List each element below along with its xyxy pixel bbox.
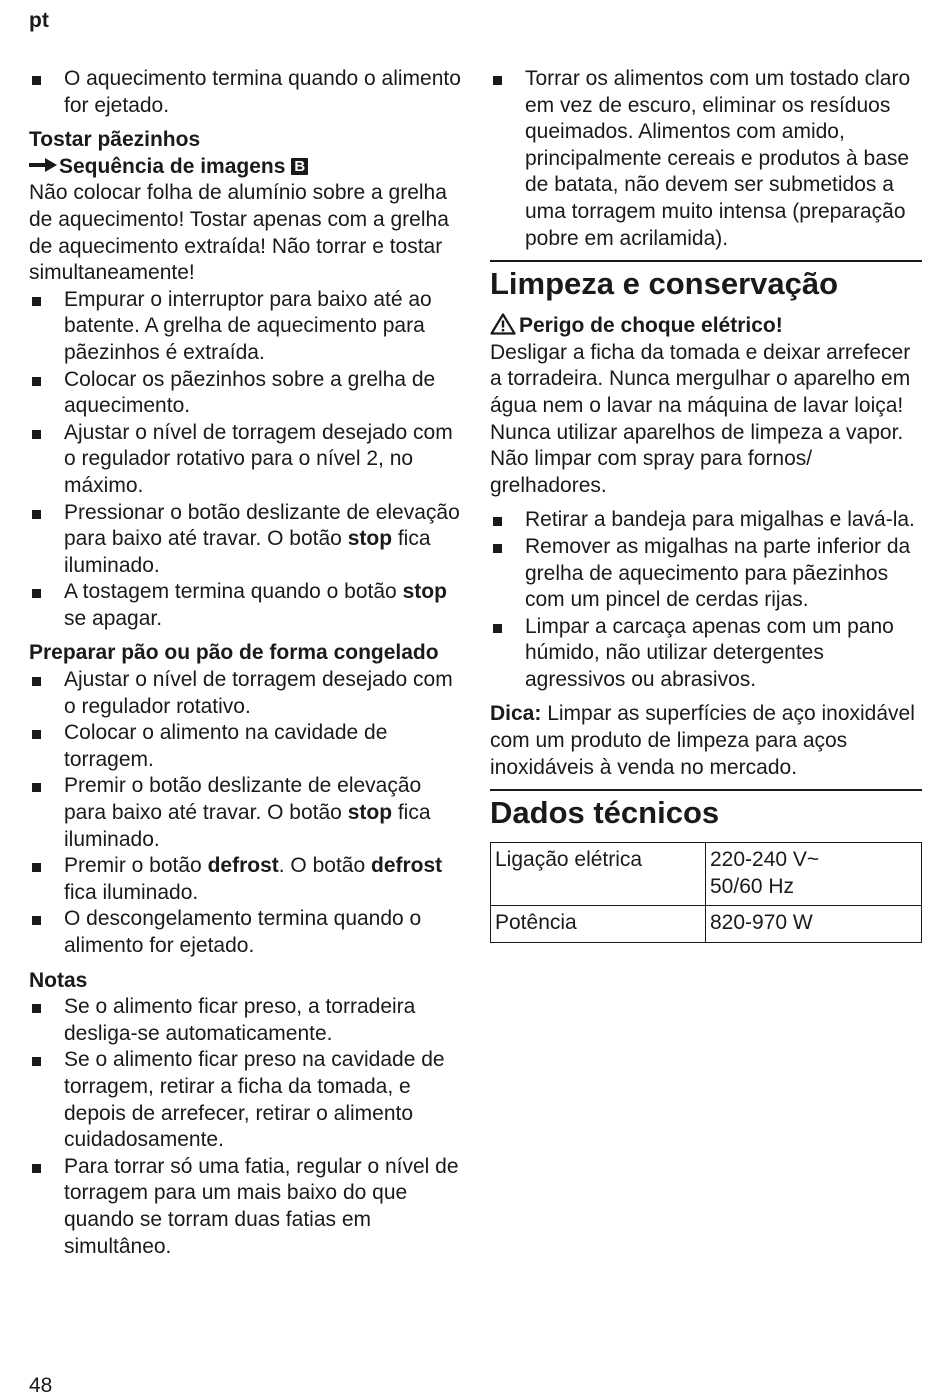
table-row (491, 843, 922, 906)
stop-keyword: stop (347, 527, 393, 551)
list-item: Retirar a bandeja para migalhas e lavá-la. (490, 507, 922, 534)
sequence-label: Sequência de imagens (59, 154, 286, 178)
text: fica iluminado. (64, 527, 431, 577)
text: se apagar. (64, 606, 163, 630)
list-item (29, 853, 465, 906)
list-item: Se o alimento ficar preso, a torradeira desliga-se automaticamente. (29, 994, 465, 1047)
text: Premir o botão deslizante de elevação para baixo até travar. O botão (64, 774, 422, 825)
list-item (29, 579, 465, 632)
list-item: Ajustar o nível de torragem desejado com o regulador rotativo para o nível 2, no máximo. (29, 420, 465, 500)
list-item: O aquecimento termina quando o alimento for ejetado. (29, 66, 465, 119)
list-item: O descongelamento termina quando o alimento for ejetado. (29, 906, 465, 959)
left-column (29, 66, 465, 1260)
limpeza-list (490, 507, 922, 693)
table-cell-value: 820-970 W (706, 906, 922, 943)
list-item: Ajustar o nível de torragem desejado com o regulador rotativo. (29, 667, 465, 720)
table-cell-value (706, 843, 922, 906)
tostar-steps (29, 287, 465, 633)
value-line: 220-240 V~ (710, 848, 820, 872)
congelado-steps (29, 667, 465, 960)
table-cell-label: Potência (491, 906, 706, 943)
arrow-right-icon (29, 154, 59, 181)
defrost-keyword: defrost (371, 854, 443, 878)
tip-label: Dica: (490, 702, 542, 726)
tip-text: Limpar as superfícies de aço inoxidável com um produto de limpeza para aços inoxidáveis à venda no mercado. (490, 702, 915, 779)
value-line: 50/60 Hz (710, 874, 795, 898)
tostar-warning-text: Não colocar folha de alumínio sobre a grelha de aquecimento! Tostar apenas com a grelha de aquecimento extraída! Não torrar e tostar simultaneamente! (29, 181, 449, 285)
stop-keyword: stop (347, 801, 393, 825)
section-heading-tostar: Tostar pãezinhos (29, 128, 201, 152)
list-item: Colocar o alimento na cavidade de torragem. (29, 720, 465, 773)
text: fica iluminado. (64, 801, 431, 851)
intro-list (29, 66, 465, 119)
section-title-limpeza: Limpeza e conservação (490, 260, 922, 303)
text: A tostagem termina quando o botão (64, 580, 403, 604)
warning-heading (490, 313, 922, 340)
language-code: pt (29, 9, 49, 32)
stop-keyword: stop (402, 580, 447, 604)
list-item: Torrar os alimentos com um tostado claro em vez de escuro, eliminar os resíduos queimados. Alimentos com amido, principalmente cereais e produtos à base de batata, não devem ser submetidos a uma torragem muito intensa (preparação pobre em acrilamida). (490, 66, 922, 252)
list-item: Se o alimento ficar preso na cavidade de torragem, retirar a ficha da tomada, e depois de arrefecer, retirar o alimento cuidadosamente. (29, 1047, 465, 1153)
technical-data-table (490, 842, 922, 943)
image-sequence-reference (29, 154, 465, 181)
list-item: Remover as migalhas na parte inferior da grelha de aquecimento para pãezinhos com um pincel de cerdas rijas. (490, 534, 922, 614)
top-list (490, 66, 922, 252)
right-column (490, 66, 922, 943)
section-heading-congelado: Preparar pão ou pão de forma congelado (29, 641, 439, 665)
section-heading-notas: Notas (29, 968, 88, 992)
table-cell-label: Ligação elétrica (491, 843, 706, 906)
defrost-keyword: defrost (207, 854, 279, 878)
list-item: Para torrar só uma fatia, regular o nível de torragem para um mais baixo do que quando se torram duas fatias em simultâneo. (29, 1154, 465, 1260)
list-item (29, 773, 465, 853)
list-item: Limpar a carcaça apenas com um pano húmido, não utilizar detergentes agressivos ou abrasivos. (490, 614, 922, 694)
table-row (491, 906, 922, 943)
text: fica iluminado. (64, 880, 199, 904)
page-number: 48 (29, 1374, 53, 1397)
notas-list (29, 994, 465, 1260)
section-title-dados: Dados técnicos (490, 789, 922, 832)
list-item: Empurar o interruptor para baixo até ao batente. A grelha de aquecimento para pãezinhos é extraída. (29, 287, 465, 367)
list-item: Colocar os pãezinhos sobre a grelha de aquecimento. (29, 367, 465, 420)
list-item (29, 500, 465, 580)
limpeza-paragraph: Desligar a ficha da tomada e deixar arrefecer a torradeira. Nunca mergulhar o aparelho em água nem o lavar na máquina de lavar loiça! (490, 340, 911, 417)
warning-triangle-icon (490, 314, 519, 337)
image-sequence-badge: B (291, 158, 308, 175)
limpeza-paragraph: Nunca utilizar aparelhos de limpeza a vapor. Não limpar com spray para fornos/ grelhadores. (490, 420, 904, 497)
text: . O botão (278, 854, 371, 878)
text: Premir o botão (64, 854, 208, 878)
warning-title: Perigo de choque elétrico! (519, 314, 783, 338)
tip-paragraph (490, 701, 922, 781)
text: Pressionar o botão deslizante de elevação para baixo até travar. O botão (64, 500, 460, 551)
